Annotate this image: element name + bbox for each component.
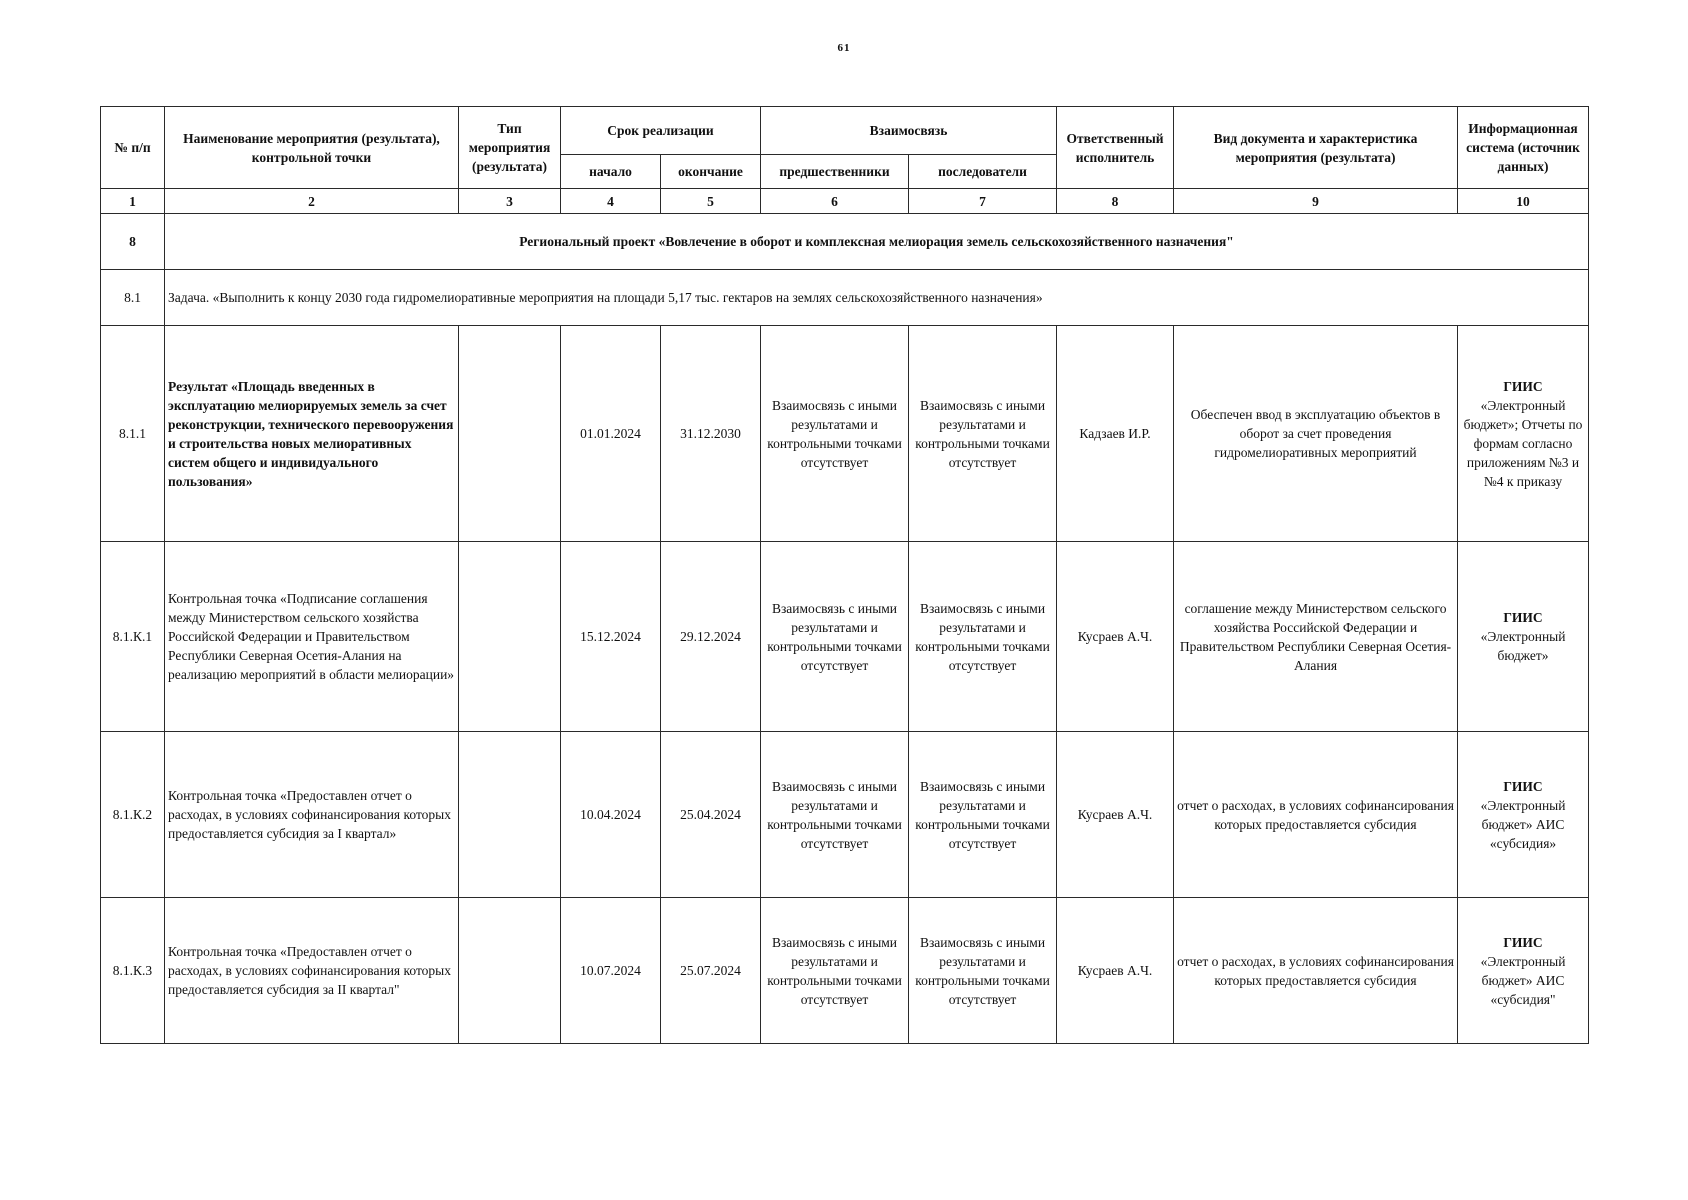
row-infosys (1458, 542, 1589, 732)
row-num: 8.1.К.2 (101, 732, 165, 898)
infosys-text: «Электронный бюджет» (1480, 629, 1566, 663)
row-infosys (1458, 326, 1589, 542)
row-name: Результат «Площадь введенных в эксплуатацию мелиорируемых земель за счет реконструкции, технического перевооружения и строительства новых мелиоративных систем общего и индивидуального пользования» (165, 326, 459, 542)
header-end: окончание (661, 155, 761, 189)
infosys-text: «Электронный бюджет»; Отчеты по формам согласно приложениям №3 и №4 к приказу (1463, 397, 1583, 489)
task-row (101, 270, 1589, 326)
column-number: 2 (165, 189, 459, 214)
row-end: 31.12.2030 (661, 326, 761, 542)
header-row-top (101, 107, 1589, 155)
row-predecessors: Взаимосвязь с иными результатами и контрольными точками отсутствует (761, 542, 909, 732)
header-start: начало (561, 155, 661, 189)
header-period: Срок реализации (561, 107, 761, 155)
column-number: 3 (459, 189, 561, 214)
header-successors: последователи (909, 155, 1057, 189)
column-number: 1 (101, 189, 165, 214)
infosys-title: ГИИС (1503, 934, 1543, 950)
row-type (459, 326, 561, 542)
row-executor: Кадзаев И.Р. (1057, 326, 1174, 542)
row-num: 8.1.К.3 (101, 898, 165, 1044)
row-num: 8.1.1 (101, 326, 165, 542)
header-num: № п/п (101, 107, 165, 189)
row-end: 29.12.2024 (661, 542, 761, 732)
row-type (459, 732, 561, 898)
row-doc: соглашение между Министерством сельского хозяйства Российской Федерации и Правительством Республики Северная Осетия-Алания (1174, 542, 1458, 732)
row-predecessors: Взаимосвязь с иными результатами и контрольными точками отсутствует (761, 732, 909, 898)
header-executor: Ответственный исполнитель (1057, 107, 1174, 189)
infosys-text: «Электронный бюджет» АИС «субсидия" (1480, 953, 1566, 1007)
column-number: 9 (1174, 189, 1458, 214)
row-successors: Взаимосвязь с иными результатами и контрольными точками отсутствует (909, 732, 1057, 898)
header-name: Наименование мероприятия (результата), контрольной точки (165, 107, 459, 189)
row-start: 15.12.2024 (561, 542, 661, 732)
row-name: Контрольная точка «Подписание соглашения между Министерством сельского хозяйства Российской Федерации и Правительством Республики Северная Осетия-Алания на реализацию мероприятий в области мелиорации» (165, 542, 459, 732)
column-number: 10 (1458, 189, 1589, 214)
infosys-text: «Электронный бюджет» АИС «субсидия» (1480, 797, 1566, 851)
row-executor: Кусраев А.Ч. (1057, 732, 1174, 898)
row-executor: Кусраев А.Ч. (1057, 898, 1174, 1044)
row-successors: Взаимосвязь с иными результатами и контрольными точками отсутствует (909, 542, 1057, 732)
column-number: 8 (1057, 189, 1174, 214)
table-row (101, 898, 1589, 1044)
row-name: Контрольная точка «Предоставлен отчет о расходах, в условиях софинансирования которых предоставляется субсидия за II квартал" (165, 898, 459, 1044)
column-number: 5 (661, 189, 761, 214)
plan-table (100, 106, 1589, 1044)
task-title: Задача. «Выполнить к концу 2030 года гидромелиоративные мероприятия на площади 5,17 тыс. гектаров на землях сельскохозяйственного назначения» (165, 270, 1589, 326)
header-relation: Взаимосвязь (761, 107, 1057, 155)
column-number: 4 (561, 189, 661, 214)
table-row (101, 732, 1589, 898)
column-number: 7 (909, 189, 1057, 214)
table-row (101, 326, 1589, 542)
row-successors: Взаимосвязь с иными результатами и контрольными точками отсутствует (909, 326, 1057, 542)
header-type: Тип мероприятия (результата) (459, 107, 561, 189)
row-type (459, 542, 561, 732)
row-infosys (1458, 732, 1589, 898)
project-num: 8 (101, 214, 165, 270)
infosys-title: ГИИС (1503, 378, 1543, 394)
row-predecessors: Взаимосвязь с иными результатами и контрольными точками отсутствует (761, 326, 909, 542)
row-executor: Кусраев А.Ч. (1057, 542, 1174, 732)
row-successors: Взаимосвязь с иными результатами и контрольными точками отсутствует (909, 898, 1057, 1044)
row-predecessors: Взаимосвязь с иными результатами и контрольными точками отсутствует (761, 898, 909, 1044)
row-doc: Обеспечен ввод в эксплуатацию объектов в оборот за счет проведения гидромелиоративных мероприятий (1174, 326, 1458, 542)
header-doc: Вид документа и характеристика мероприятия (результата) (1174, 107, 1458, 189)
header-infosys: Информационная система (источник данных) (1458, 107, 1589, 189)
infosys-title: ГИИС (1503, 778, 1543, 794)
task-num: 8.1 (101, 270, 165, 326)
row-start: 10.07.2024 (561, 898, 661, 1044)
project-row (101, 214, 1589, 270)
header-predecessors: предшественники (761, 155, 909, 189)
row-infosys (1458, 898, 1589, 1044)
column-number: 6 (761, 189, 909, 214)
row-end: 25.07.2024 (661, 898, 761, 1044)
row-end: 25.04.2024 (661, 732, 761, 898)
row-doc: отчет о расходах, в условиях софинансирования которых предоставляется субсидия (1174, 732, 1458, 898)
row-start: 01.01.2024 (561, 326, 661, 542)
project-title: Региональный проект «Вовлечение в оборот и комплексная мелиорация земель сельскохозяйственного назначения" (165, 214, 1589, 270)
column-number-row (101, 189, 1589, 214)
table-row (101, 542, 1589, 732)
row-start: 10.04.2024 (561, 732, 661, 898)
row-doc: отчет о расходах, в условиях софинансирования которых предоставляется субсидия (1174, 898, 1458, 1044)
infosys-title: ГИИС (1503, 610, 1543, 625)
row-num: 8.1.К.1 (101, 542, 165, 732)
row-type (459, 898, 561, 1044)
row-name: Контрольная точка «Предоставлен отчет о расходах, в условиях софинансирования которых предоставляется субсидия за I квартал» (165, 732, 459, 898)
page-number: 61 (837, 42, 851, 54)
